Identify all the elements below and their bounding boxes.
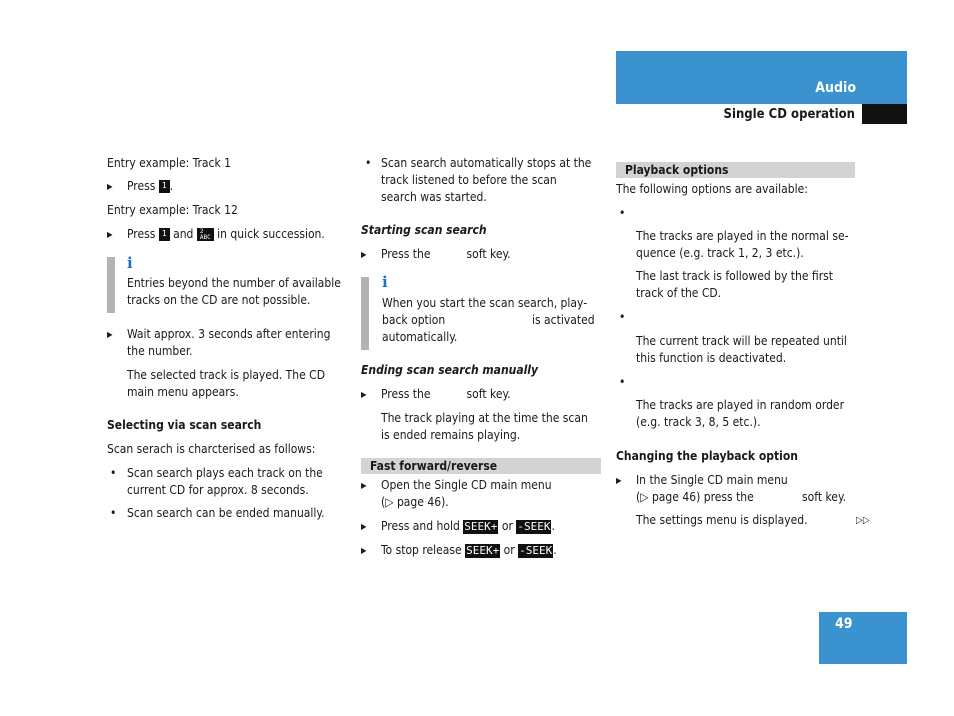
step-arrow-icon: ▶ [107,182,113,191]
bullet-auto-l1: Scan search automatically stops at the [381,156,592,170]
step-arrow-icon: ▶ [361,522,367,531]
step-arrow-icon: ▶ [361,546,367,555]
step-change-l2a: (▷ page 46) press the [636,490,754,504]
change-heading: Changing the playback option [616,449,798,463]
bullet-1-l2: current CD for approx. 8 seconds. [127,483,309,497]
pb-heading: Playback options [625,163,729,177]
result-l1: The selected track is played. The CD [127,368,326,382]
bullet: • [110,466,117,480]
section-title: Single CD operation [723,107,855,122]
bullet-auto-l2: track listened to before the scan [381,173,557,187]
step-arrow-icon: ▶ [361,390,367,399]
info2-l3: automatically. [382,330,458,344]
result-l2: main menu appears. [127,385,239,399]
chapter-tab [616,51,907,104]
opt1-l1: The tracks are played in the normal se- [636,229,849,243]
seek-minus-key: -SEEK [517,519,551,533]
seek-plus-key: SEEK+ [466,543,500,557]
pb-heading-bar [616,162,855,178]
opt3-l2: (e.g. track 3, 8, 5 etc.). [636,415,761,429]
bullet: • [365,156,372,170]
end-result-l2: is ended remains playing. [381,428,521,442]
bullet: • [619,375,626,389]
opt3-l1: The tracks are played in random order [636,398,845,412]
bullet-2: Scan search can be ended manually. [127,506,325,520]
bullet: • [619,310,626,324]
step-change-l2b: soft key. [802,490,847,504]
scan-heading: Selecting via scan search [107,418,262,432]
step-wait-l2: the number. [127,344,193,358]
seek-minus-key: -SEEK [519,543,553,557]
section-marker [862,104,907,124]
ff-heading: Fast forward/reverse [370,459,498,473]
entry-example-2: Entry example: Track 12 [107,203,238,217]
end-result-l1: The track playing at the time the scan [381,411,588,425]
pb-intro: The following options are available: [616,182,808,196]
bullet-auto-l3: search was started. [381,190,487,204]
info-bar [361,277,369,350]
scan-intro: Scan serach is charcterised as follows: [107,442,316,456]
info-text-l1: Entries beyond the number of available [127,276,341,290]
end-heading: Ending scan search manually [361,363,539,377]
opt1-l2: quence (e.g. track 1, 2, 3 etc.). [636,246,804,260]
step-arrow-icon: ▶ [616,476,622,485]
info2-l1: When you start the scan search, play- [382,296,588,310]
opt2-l1: The current track will be repeated until [636,334,847,348]
chapter-title: Audio [815,80,856,96]
info-icon: i [127,254,133,272]
info2-l2b: is activated [532,313,595,327]
info-bar [107,257,115,313]
step-arrow-icon: ▶ [107,330,113,339]
info-icon: i [382,273,388,291]
key-1: 1 [159,228,170,241]
start-heading: Starting scan search [361,223,487,237]
key-1: 1 [159,180,170,193]
page-ref: (▷ page 46). [381,495,449,509]
opt2-l2: this function is deactivated. [636,351,787,365]
step-arrow-icon: ▶ [361,250,367,259]
page-number-box [819,612,907,664]
page-number: 49 [835,616,853,632]
bullet: • [619,206,626,220]
bullet: • [110,506,117,520]
change-result: The settings menu is displayed. [636,513,808,527]
info2-l2a: back option [382,313,446,327]
continue-icon: ▷▷ [856,515,870,526]
seek-plus-key: SEEK+ [464,519,498,533]
step-arrow-icon: ▶ [107,230,113,239]
key-2abc: 2 ABC [197,228,214,241]
bullet-1-l1: Scan search plays each track on the [127,466,323,480]
ff-heading-bar [361,458,601,474]
opt1-l3: The last track is followed by the first [636,269,834,283]
step-arrow-icon: ▶ [361,481,367,490]
info-text-l2: tracks on the CD are not possible. [127,293,311,307]
entry-example-1: Entry example: Track 1 [107,156,232,170]
opt1-l4: track of the CD. [636,286,722,300]
